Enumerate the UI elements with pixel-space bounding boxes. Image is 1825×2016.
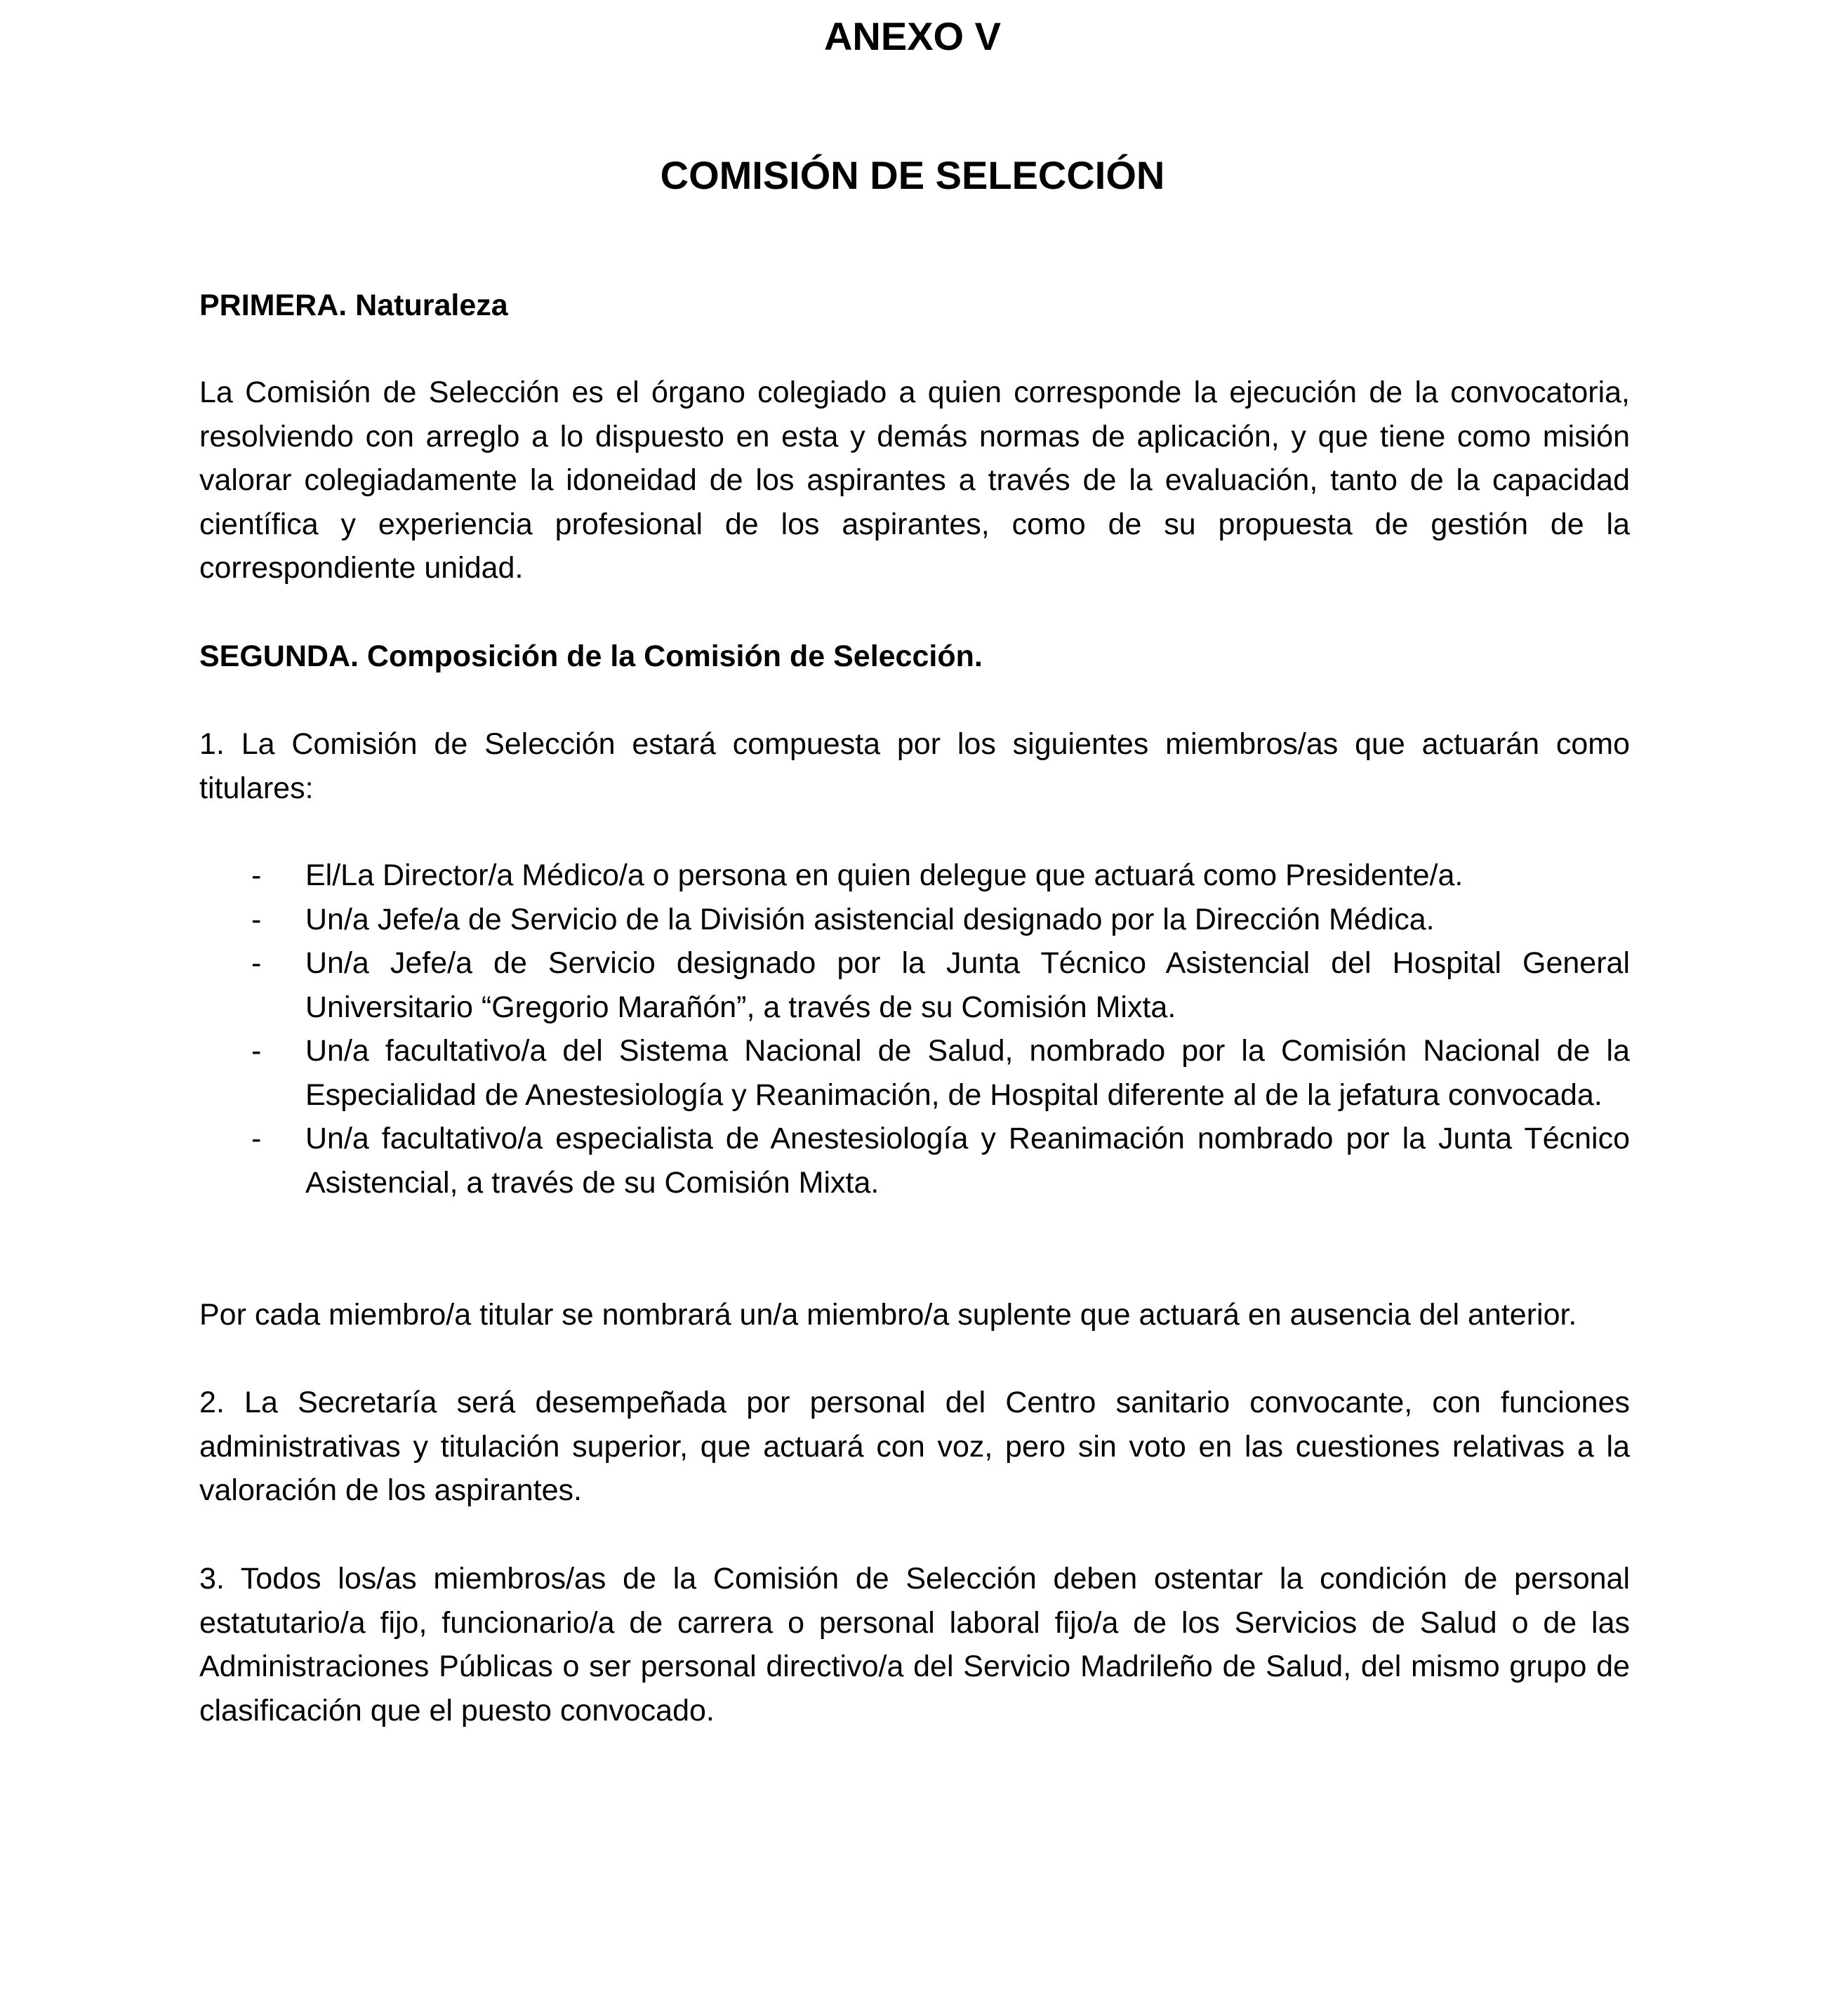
bullet-dash: - — [251, 1122, 262, 1155]
bullet-dash: - — [251, 946, 262, 980]
member-text: Un/a Jefe/a de Servicio designado por la Junta Técnico Asistencial del Hospital General Universitario “Gregorio Marañón”, a través de su Comisión Mixta. — [305, 946, 1630, 1024]
primera-paragraph: La Comisión de Selección es el órgano colegiado a quien corresponde la ejecución de la convocatoria, resolviendo con arreglo a lo dispuesto en esta y demás normas de aplicación, y que tiene como misión valorar colegiadamente la idoneidad de los aspirantes a través de la evaluación, tanto de la capacidad científica y experiencia profesional de los aspirantes, como de su propuesta de gestión de la correspondiente unidad. — [199, 376, 1630, 585]
list-item — [199, 898, 1630, 942]
section-title: COMISIÓN DE SELECCIÓN — [660, 153, 1165, 197]
member-text: Un/a facultativo/a especialista de Anestesiología y Reanimación nombrado por la Junta Técnico Asistencial, a través de su Comisión Mixta. — [305, 1122, 1630, 1200]
list-item — [199, 1029, 1630, 1117]
bullet-dash: - — [251, 902, 262, 936]
member-text: El/La Director/a Médico/a o persona en quien delegue que actuará como Presidente/a. — [305, 858, 1464, 892]
point-3-paragraph: 3. Todos los/as miembros/as de la Comisión de Selección deben ostentar la condición de personal estatutario/a fijo, funcionario/a de carrera o personal laboral fijo/a de los Servicios de Salud o de las Administraciones Públicas o ser personal directivo/a del Servicio Madrileño de Salud, del mismo grupo de clasificación que el puesto convocado. — [199, 1562, 1630, 1727]
members-list — [199, 854, 1630, 1205]
point-2-paragraph: 2. La Secretaría será desempeñada por personal del Centro sanitario convocante, con funciones administrativas y titulación superior, que actuará con voz, pero sin voto en las cuestiones relativas a la valoración de los aspirantes. — [199, 1386, 1630, 1507]
bullet-dash: - — [251, 1034, 262, 1068]
segunda-heading: SEGUNDA. Composición de la Comisión de Selección. — [199, 639, 983, 673]
primera-heading: PRIMERA. Naturaleza — [199, 289, 508, 322]
list-item — [199, 1117, 1630, 1205]
bullet-dash: - — [251, 858, 262, 892]
list-item — [199, 941, 1630, 1029]
list-item — [199, 854, 1630, 898]
member-text: Un/a facultativo/a del Sistema Nacional de Salud, nombrado por la Comisión Nacional de la Especialidad de Anestesiología y Reanimación, de Hospital diferente al de la jefatura convocada. — [305, 1034, 1630, 1112]
suplentes-paragraph: Por cada miembro/a titular se nombrará un/a miembro/a suplente que actuará en ausencia del anterior. — [199, 1298, 1577, 1332]
member-text: Un/a Jefe/a de Servicio de la División asistencial designado por la Dirección Médica. — [305, 902, 1435, 936]
composition-intro: 1. La Comisión de Selección estará compuesta por los siguientes miembros/as que actuarán como titulares: — [199, 727, 1630, 805]
annex-title: ANEXO V — [823, 14, 1002, 58]
